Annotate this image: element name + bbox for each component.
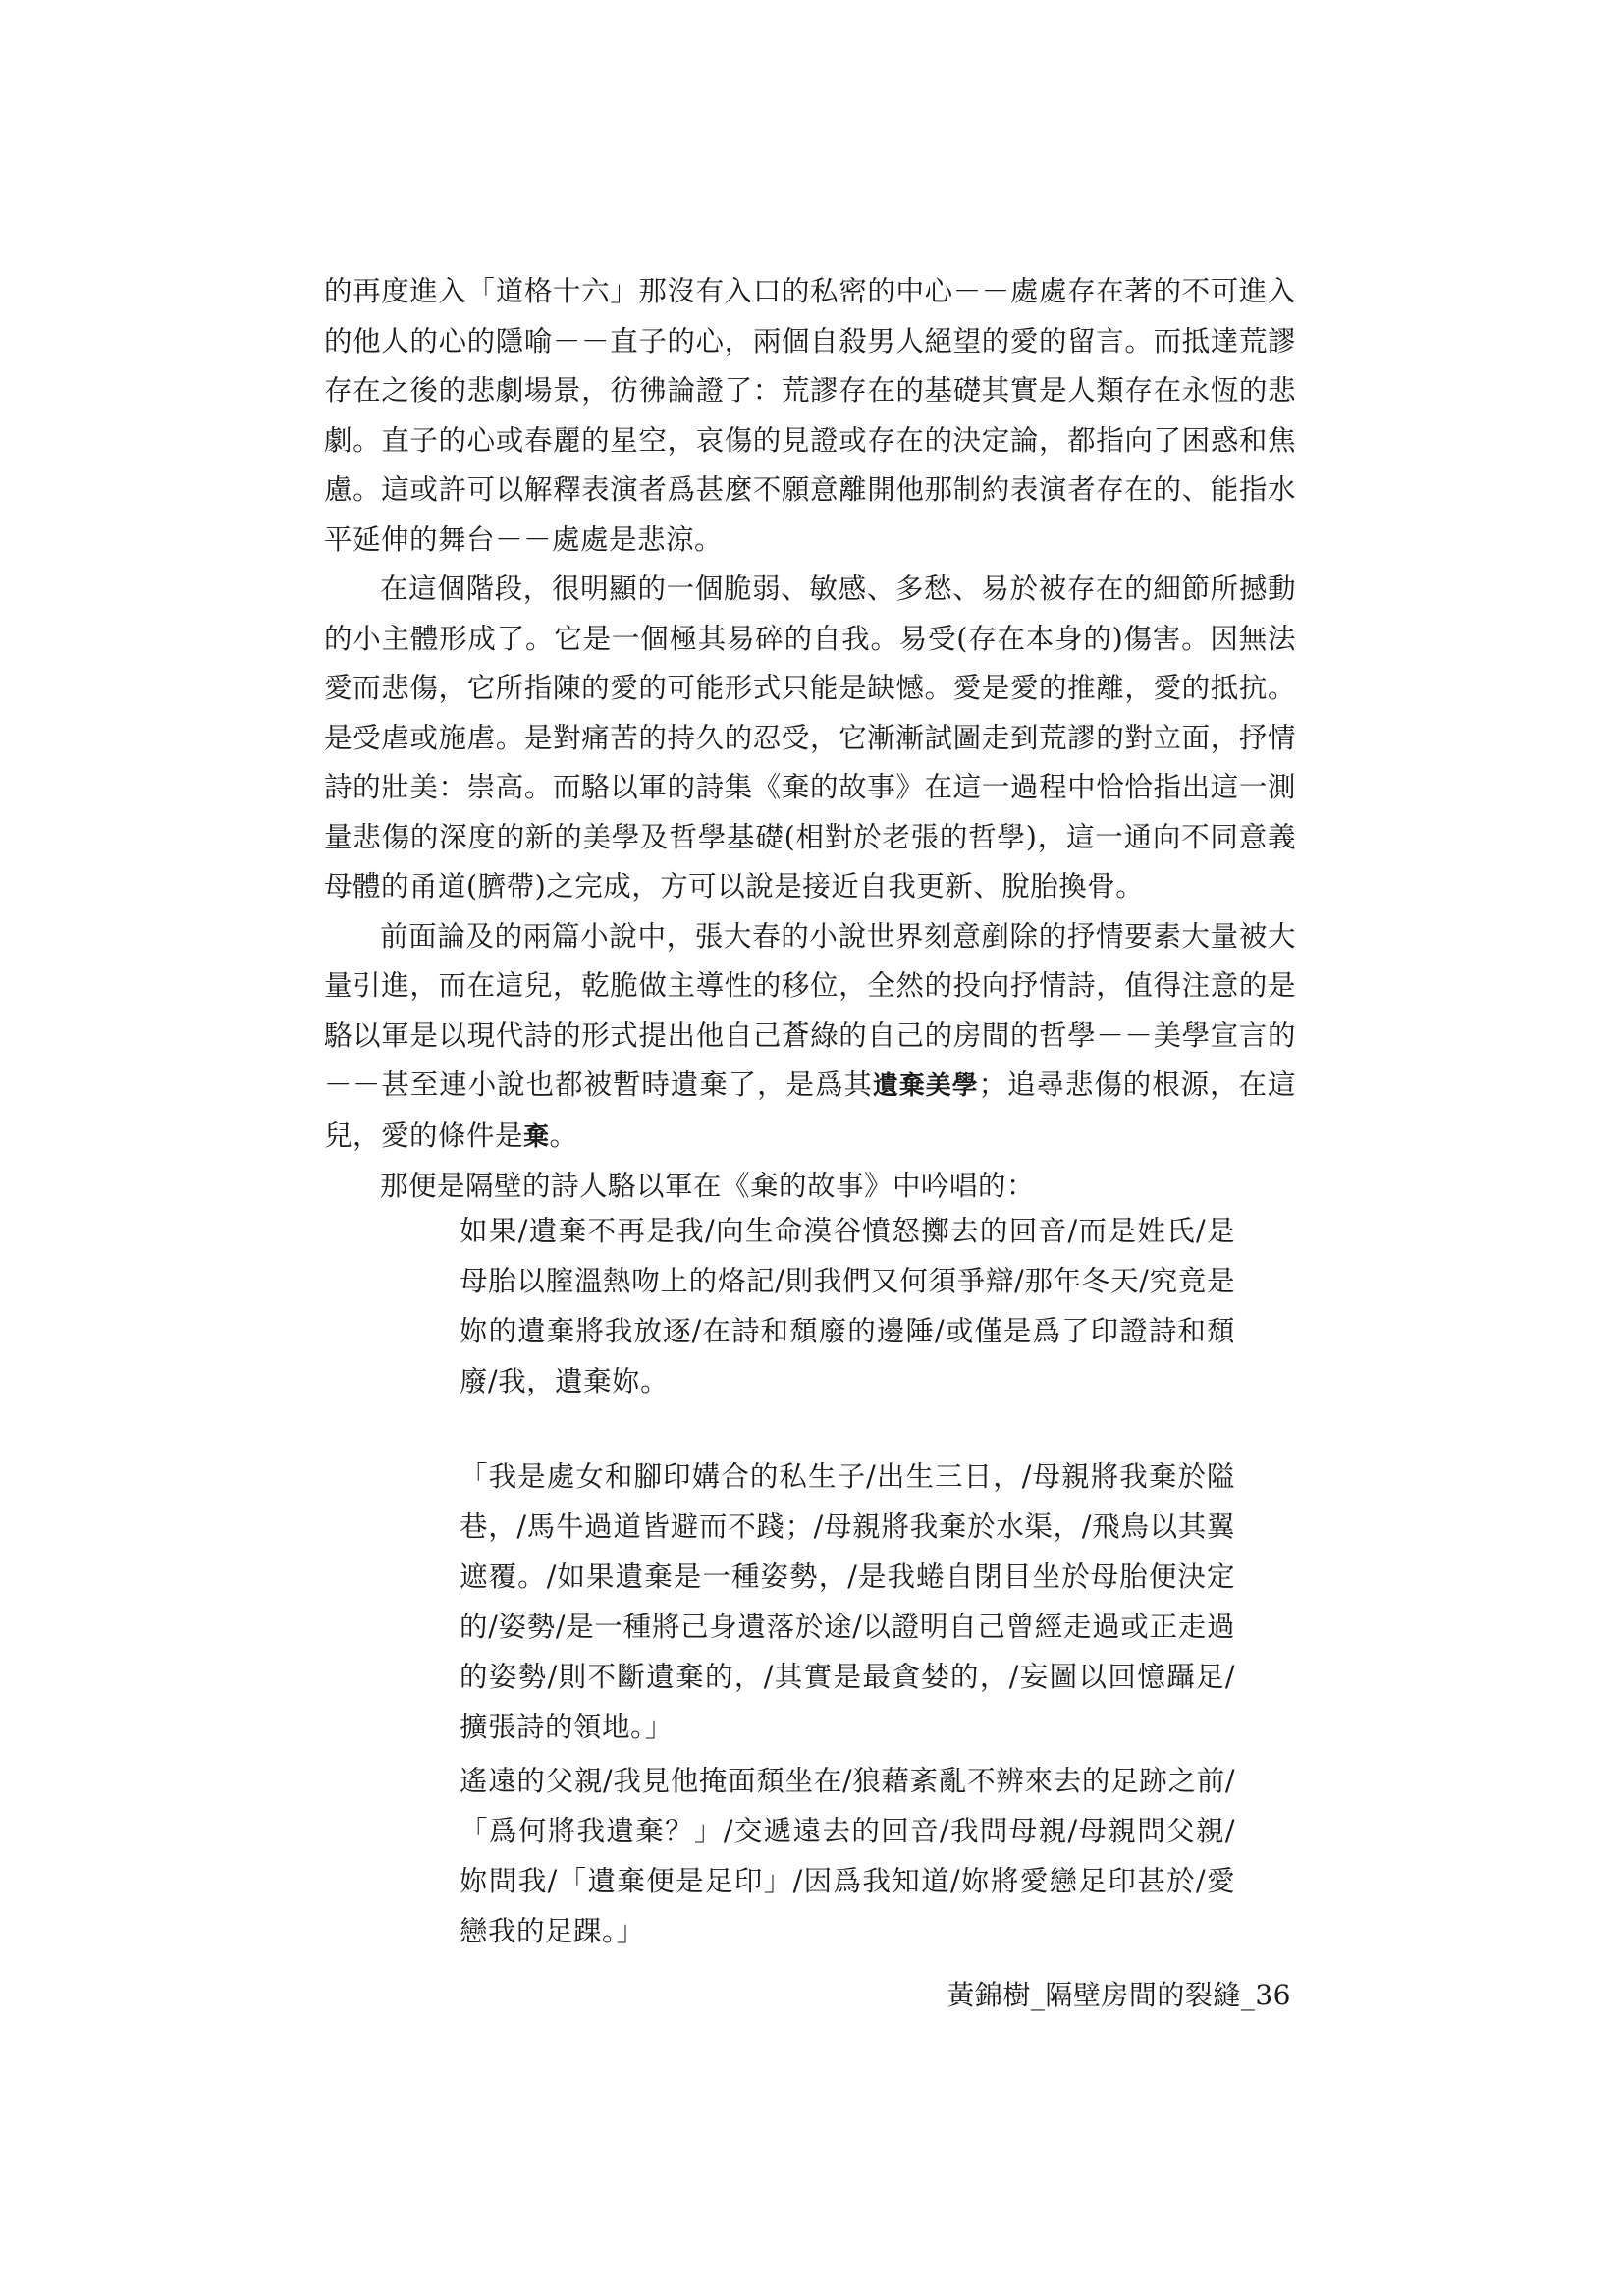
poem-stanza-2-block	[460, 1451, 1235, 1752]
paragraph-4-text: 那便是隔壁的詩人駱以軍在《棄的故事》中吟唱的：	[380, 1170, 1036, 1202]
body-text	[324, 267, 1296, 1212]
paragraph-2-text: 在這個階段，很明顯的一個脆弱、敏感、多愁、易於被存在的細節所撼動的小主體形成了。它是一個極其易碎的自我。易受(存在本身的)傷害。因無法愛而悲傷，它所指陳的愛的可能形式只能是缺憾。愛是愛的推離，愛的抵抗。是受虐或施虐。是對痛苦的持久的忍受，它漸漸試圖走到荒謬的對立面，抒情詩的壯美：崇高。而駱以軍的詩集《棄的故事》在這一過程中恰恰指出這一測量悲傷的深度的新的美學及哲學基礎(相對於老張的哲學)，這一通向不同意義母體的甬道(臍帶)之完成，方可以說是接近自我更新、脫胎換骨。	[324, 573, 1296, 902]
paragraph-3-text-a: 前面論及的兩篇小說中，張大春的小說世界刻意剷除的抒情要素大量被大量引進，而在這兒，乾脆做主導性的移位，全然的投向抒情詩，值得注意的是駱以軍是以現代詩的形式提出他自己蒼綠的自己的房間的哲學－－美學宣言的－－甚至連小說也都被暫時遺棄了，是爲其	[324, 919, 1296, 1101]
page-footer: 黃錦樹_隔壁房間的裂縫_36	[947, 1979, 1291, 2011]
paragraph-3	[324, 912, 1296, 1163]
paragraph-1	[324, 267, 1296, 565]
poem-stanza-1-block	[460, 1206, 1235, 1406]
poem-stanza-1: 如果/遺棄不再是我/向生命漠谷憤怒擲去的回音/而是姓氏/是母胎以膣溫熱吻上的烙記/則我們又何須爭辯/那年冬天/究竟是妳的遺棄將我放逐/在詩和頹廢的邊陲/或僅是爲了印證詩和頹廢/我，遺棄妳。	[460, 1215, 1235, 1397]
poem-stanza-3-block	[460, 1756, 1235, 1956]
paragraph-1-text: 的再度進入「道格十六」那沒有入口的私密的中心－－處處存在著的不可進入的他人的心的隱喻－－直子的心，兩個自殺男人絕望的愛的留言。而抵達荒謬存在之後的悲劇場景，彷彿論證了：荒謬存在的基礎其實是人類存在永恆的悲劇。直子的心或春麗的星空，哀傷的見證或存在的決定論，都指向了困惑和焦慮。這或許可以解釋表演者爲甚麼不願意離開他那制約表演者存在的、能指水平延伸的舞台－－處處是悲涼。	[324, 275, 1296, 556]
paragraph-2	[324, 565, 1296, 912]
emphasis-abandonment-aesthetics: 遺棄美學	[872, 1071, 979, 1101]
paragraph-3-text-b: ；追尋悲傷的根源，在這兒，愛的條件是	[324, 1068, 1296, 1152]
paragraph-3-text-c: 。	[549, 1119, 578, 1152]
paragraph-4	[324, 1162, 1296, 1212]
poem-stanza-2: 「我是處女和腳印媾合的私生子/出生三日，/母親將我棄於隘巷，/馬牛過道皆避而不踐；/母親將我棄於水渠，/飛鳥以其翼遮覆。/如果遺棄是一種姿勢，/是我蜷自閉目坐於母胎便決定的/姿勢/是一種將己身遺落於途/以證明自己曾經走過或正走過的姿勢/則不斷遺棄的，/其實是最貪婪的，/妄圖以回憶躡足/擴張詩的領地。」	[460, 1460, 1235, 1743]
poem-stanza-3: 遙遠的父親/我見他掩面頹坐在/狼藉紊亂不辨來去的足跡之前/「爲何將我遺棄？」/交遞遠去的回音/我問母親/母親問父親/妳問我/「遺棄便是足印」/因爲我知道/妳將愛戀足印甚於/愛戀我的足踝。」	[460, 1765, 1235, 1947]
emphasis-abandon: 棄	[523, 1121, 550, 1152]
